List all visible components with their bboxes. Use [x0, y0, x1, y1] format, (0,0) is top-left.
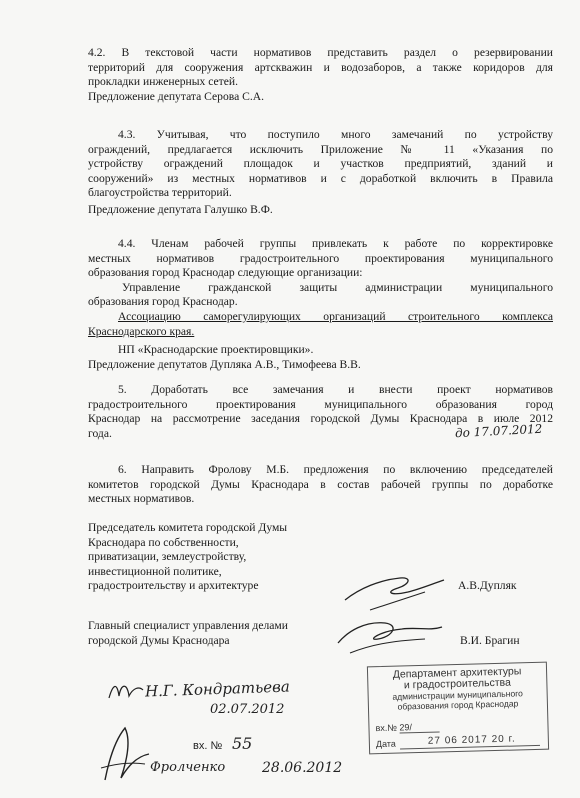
text-line: Ассоциацию саморегулирующих организаций строительного комплекса — [118, 309, 553, 323]
text-line: 4.4. Членам рабочей группы привлекать к работе по корректировке — [118, 237, 553, 250]
text-line: 4.2. В текстовой части нормативов представить раздел о резервировании — [88, 46, 553, 59]
text-line: приватизации, землеустройству, — [88, 550, 247, 564]
text-line: Краснодарского края. — [88, 324, 195, 338]
text-line: Главный специалист управления делами — [88, 619, 288, 632]
text-line: комитетов городской Думы Краснодара в состав рабочей группы по доработке — [88, 477, 553, 491]
paragraph-4-4 — [88, 237, 553, 372]
handwritten-name-note: Н.Г. Кондратьева — [144, 677, 291, 701]
paragraph-4-3 — [88, 128, 553, 218]
paragraph-4-2 — [88, 46, 553, 104]
signer-2-title — [88, 619, 368, 648]
stamp-line: и градостроительства — [403, 676, 512, 692]
text-line: Краснодар на рассмотрение заседания городской Думы Краснодара в июле 2012 — [88, 412, 553, 426]
text-line: инвестиционной политике, — [88, 564, 222, 578]
signer-1-title — [88, 521, 368, 594]
text-line: Предложение депутатов Дупляка А.В., Тимофеева В.В. — [88, 357, 361, 371]
text-line: местных нормативов градостроительного проектирования муниципального — [88, 251, 553, 265]
incoming-stamp — [367, 662, 549, 755]
signature-1 — [340, 570, 450, 615]
text-line: НП «Краснодарские проектировщики». — [118, 343, 314, 357]
text-line: Председатель комитета городской Думы — [88, 521, 288, 534]
handwritten-initials — [105, 676, 147, 706]
handwritten-deadline-note: до 17.07.2012 — [454, 421, 543, 441]
text-line: Краснодара по собственности, — [88, 535, 239, 549]
text-line: 4.3. Учитывая, что поступило много замечаний по устройству — [118, 128, 553, 141]
text-line: градостроительству и архитектуре — [88, 579, 259, 593]
signer-2-name: В.И. Брагин — [460, 634, 520, 647]
text-line: прокладки инженерных сетей. — [88, 75, 238, 89]
text-line: территорий для сооружения артскважин и водозаборов, а также коридоров для — [88, 60, 553, 74]
text-line: градостроительного проектирования муниципального образования город — [88, 397, 553, 411]
paragraph-6 — [88, 463, 553, 507]
text-line: образования город Краснодар. — [88, 295, 238, 309]
text-line: года. — [88, 426, 112, 440]
text-line: местных нормативов. — [88, 492, 195, 506]
text-line: устройству ограждений площадок и участков предприятий, зданий и — [88, 157, 553, 171]
text-line: ограждений, предлагается исключить Приложение № 11 «Указания по — [88, 142, 553, 156]
handwritten-signature-3 — [95, 720, 155, 790]
stamp-underline — [400, 731, 440, 733]
handwritten-vx-number: 55 — [232, 734, 253, 753]
handwritten-date-2: 28.06.2012 — [262, 760, 343, 776]
stamp-date-value: 27 06 2017 20 г. — [427, 733, 516, 747]
text-line: сооружений» из местных нормативов и с доработкой включить в Правила — [88, 171, 553, 185]
stamp-in-label: вх.№ 29/ — [375, 722, 413, 734]
text-line: Предложение депутата Галушко В.Ф. — [88, 202, 273, 216]
text-line: 5. Доработать все замечания и внести проект нормативов — [118, 383, 553, 396]
text-line: Управление гражданской защиты администрации муниципального — [122, 280, 553, 294]
stamp-line: Департамент архитектуры — [392, 665, 522, 681]
handwritten-vx-label: вх. № — [193, 740, 223, 752]
text-line: образования город Краснодар следующие организации: — [88, 266, 363, 280]
text-line: городской Думы Краснодара — [88, 633, 230, 647]
handwritten-name-2: Фролченко — [150, 760, 226, 775]
stamp-line: администрации муниципального — [392, 688, 524, 702]
stamp-line: образования город Краснодар — [397, 698, 519, 712]
text-line: 6. Направить Фролову М.Б. предложения по включению председателей — [118, 463, 553, 476]
signature-2 — [330, 615, 450, 660]
stamp-date-label: Дата — [375, 738, 396, 750]
signer-1-name: А.В.Дупляк — [458, 579, 517, 592]
handwritten-date-1: 02.07.2012 — [210, 702, 285, 717]
text-line: благоустройства территорий. — [88, 186, 232, 200]
text-line: Предложение депутата Серова С.А. — [88, 89, 265, 103]
